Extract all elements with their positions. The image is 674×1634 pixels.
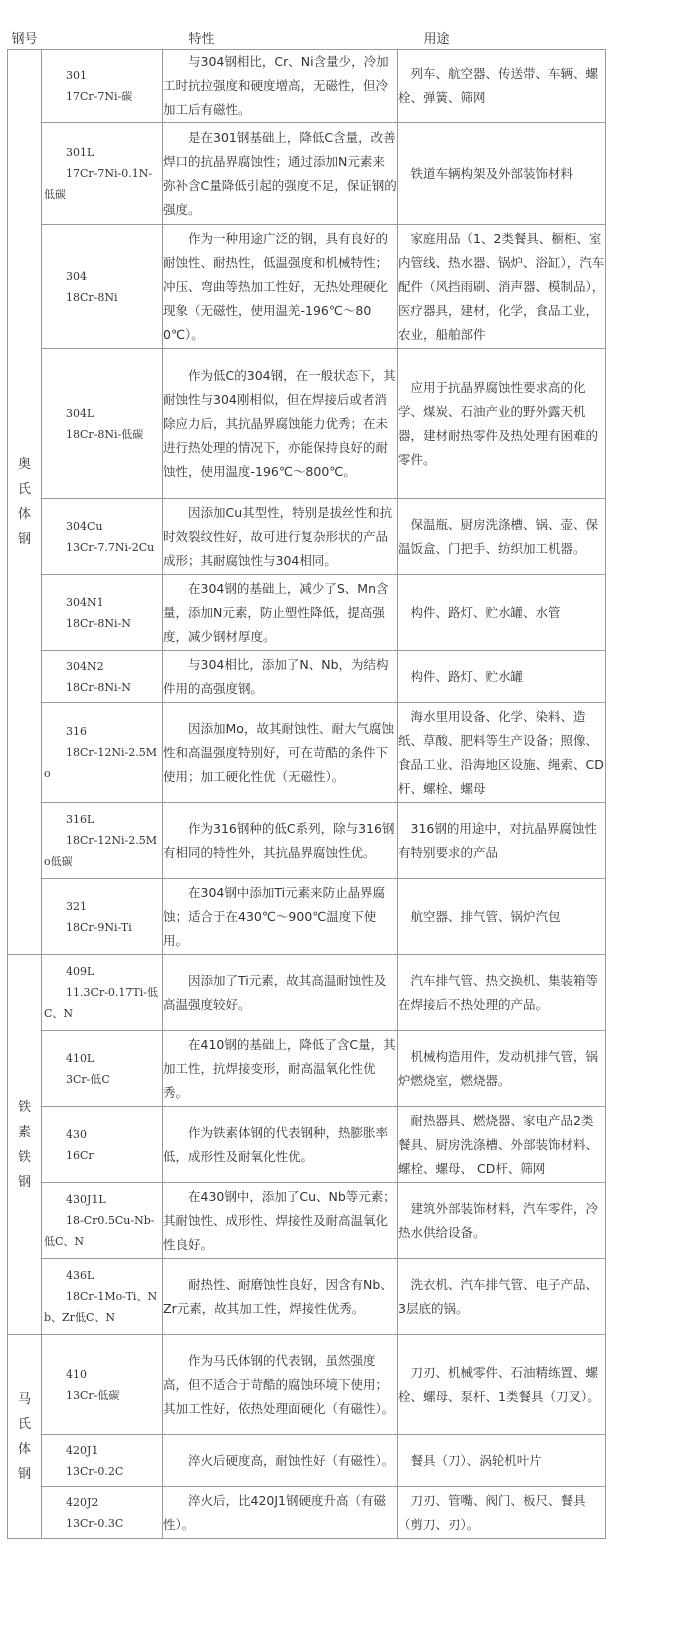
table-row bbox=[8, 225, 606, 349]
properties-cell: 作为铁素体钢的代表钢种，热膨胀率低，成形性及耐氧化性优。 bbox=[163, 1107, 398, 1183]
properties-cell: 因添加Mo，故其耐蚀性、耐大气腐蚀性和高温强度特别好，可在苛酷的条件下使用；加工硬化性优（无磁性）。 bbox=[163, 703, 398, 803]
properties-cell: 与304相比，添加了N、Nb，为结构件用的高强度钢。 bbox=[163, 651, 398, 703]
grade-cell bbox=[42, 1183, 163, 1259]
uses-cell: 建筑外部装饰材料，汽车零件，冷热水供给设备。 bbox=[398, 1183, 606, 1259]
table-row bbox=[8, 1183, 606, 1259]
uses-cell: 海水里用设备、化学、染料、造纸、草酸、肥料等生产设备；照像、食品工业、沿海地区设施、绳索、CD杆、螺栓、螺母 bbox=[398, 703, 606, 803]
properties-cell: 作为316钢种的低C系列，除与316钢有相同的特性外，其抗晶界腐蚀性优。 bbox=[163, 803, 398, 879]
grade-composition: 18Cr-8Ni-低碳 bbox=[66, 427, 144, 441]
steel-grade-table bbox=[7, 25, 606, 1539]
uses-cell: 铁道车辆构架及外部装饰材料 bbox=[398, 123, 606, 225]
properties-cell: 淬火后，比420J1钢硬度升高（有磁性）。 bbox=[163, 1487, 398, 1539]
grade-cell bbox=[42, 1031, 163, 1107]
uses-cell: 航空器、排气管、锅炉汽包 bbox=[398, 879, 606, 955]
grade-code: 301L bbox=[66, 146, 95, 159]
grade-cell bbox=[42, 1259, 163, 1335]
grade-composition: 17Cr-7Ni-碳 bbox=[66, 90, 133, 103]
grade-composition: 11.3Cr-0.17Ti-低C、N bbox=[44, 986, 158, 1020]
grade-cell bbox=[42, 349, 163, 499]
properties-cell: 因添加Cu其型性，特别是拔丝性和抗时效裂纹性好，故可进行复杂形状的产品成形；其耐腐蚀性与304相同。 bbox=[163, 499, 398, 575]
grade-composition: 17Cr-7Ni-0.1N-低碳 bbox=[44, 167, 153, 201]
table-body bbox=[8, 50, 606, 1539]
uses-cell: 316钢的用途中，对抗晶界腐蚀性有特别要求的产品 bbox=[398, 803, 606, 879]
grade-code: 316 bbox=[66, 725, 87, 738]
category-cell bbox=[8, 1335, 42, 1539]
grade-cell bbox=[42, 1435, 163, 1487]
uses-cell: 家庭用品（1、2类餐具、橱柜、室内管线、热水器、锅炉、浴缸），汽车配件（风挡雨刷、消声器、模制品），医疗器具，建材，化学，食品工业，农业，船舶部件 bbox=[398, 225, 606, 349]
table-row bbox=[8, 1335, 606, 1435]
table-row bbox=[8, 803, 606, 879]
grade-code: 321 bbox=[66, 899, 87, 913]
grade-code: 420J1 bbox=[66, 1443, 99, 1457]
table-row bbox=[8, 575, 606, 651]
grade-cell bbox=[42, 803, 163, 879]
grade-cell bbox=[42, 225, 163, 349]
grade-code: 301 bbox=[66, 69, 87, 82]
uses-cell: 洗衣机、汽车排气管、电子产品、3层底的锅。 bbox=[398, 1259, 606, 1335]
uses-cell: 刀刃、机械零件、石油精练置、螺栓、螺母、泵杆、1类餐具（刀叉）。 bbox=[398, 1335, 606, 1435]
grade-cell bbox=[42, 1487, 163, 1539]
table-row bbox=[8, 1107, 606, 1183]
table-row bbox=[8, 703, 606, 803]
grade-code: 304 bbox=[66, 269, 87, 283]
properties-cell: 作为一种用途广泛的钢，具有良好的耐蚀性、耐热性，低温强度和机械特性；冲压、弯曲等热加工性好，无热处理硬化现象（无磁性，使用温羌-196℃～800℃）。 bbox=[163, 225, 398, 349]
table-row bbox=[8, 50, 606, 123]
grade-composition: 18Cr-8Ni bbox=[66, 290, 118, 304]
properties-cell: 是在301钢基础上，降低C含量，改善焊口的抗晶界腐蚀性；通过添加N元素来弥补含C量降低引起的强度不足，保证钢的强度。 bbox=[163, 123, 398, 225]
grade-composition: 13Cr-0.3C bbox=[66, 1516, 124, 1530]
properties-cell: 在304钢中添加Ti元素来防止晶界腐蚀；适合于在430℃～900℃温度下使用。 bbox=[163, 879, 398, 955]
grade-code: 304N1 bbox=[66, 595, 104, 609]
grade-code: 409L bbox=[66, 965, 95, 978]
grade-composition: 13Cr-0.2C bbox=[66, 1464, 124, 1478]
grade-cell bbox=[42, 1335, 163, 1435]
table-row bbox=[8, 1487, 606, 1539]
table-row bbox=[8, 499, 606, 575]
uses-cell: 列车、航空器、传送带、车辆、螺栓、弹簧、筛网 bbox=[398, 50, 606, 123]
grade-cell bbox=[42, 651, 163, 703]
grade-code: 316L bbox=[66, 813, 95, 826]
properties-cell: 在304钢的基础上，减少了S、Mn含量，添加N元素，防止塑性降低，提高强度，减少钢材厚度。 bbox=[163, 575, 398, 651]
grade-cell bbox=[42, 123, 163, 225]
properties-cell: 与304钢相比，Cr、Ni含量少，冷加工时抗拉强度和硬度增高，无磁性，但冷加工后有磁性。 bbox=[163, 50, 398, 123]
grade-code: 410 bbox=[66, 1367, 87, 1381]
grade-composition: 13Cr-7.7Ni-2Cu bbox=[66, 540, 155, 554]
properties-cell: 耐热性、耐磨蚀性良好，因含有Nb、Zr元素，故其加工性，焊接性优秀。 bbox=[163, 1259, 398, 1335]
grade-code: 410L bbox=[66, 1051, 95, 1065]
table-row bbox=[8, 349, 606, 499]
uses-cell: 应用于抗晶界腐蚀性要求高的化学、煤炭、石油产业的野外露天机器，建材耐热零件及热处理有困难的零件。 bbox=[398, 349, 606, 499]
properties-cell: 淬火后硬度高，耐蚀性好（有磁性）。 bbox=[163, 1435, 398, 1487]
grade-code: 304Cu bbox=[66, 519, 103, 533]
grade-cell bbox=[42, 499, 163, 575]
grade-cell bbox=[42, 575, 163, 651]
category-cell bbox=[8, 955, 42, 1335]
grade-code: 436L bbox=[66, 1269, 95, 1282]
properties-cell: 在410钢的基础上，降低了含C量，其加工性，抗焊接变形，耐高温氧化性优秀。 bbox=[163, 1031, 398, 1107]
grade-composition: 16Cr bbox=[66, 1148, 94, 1162]
grade-cell bbox=[42, 955, 163, 1031]
header-properties: 特性 bbox=[163, 25, 398, 50]
grade-composition: 18Cr-12Ni-2.5Mo bbox=[44, 746, 158, 780]
properties-cell: 因添加了Ti元素，故其高温耐蚀性及高温强度较好。 bbox=[163, 955, 398, 1031]
grade-code: 430J1L bbox=[66, 1193, 106, 1206]
grade-composition: 18Cr-12Ni-2.5Mo低碳 bbox=[44, 834, 158, 868]
properties-cell: 在430钢中，添加了Cu、Nb等元素；其耐蚀性、成形性、焊接性及耐高温氧化性良好。 bbox=[163, 1183, 398, 1259]
grade-composition: 18-Cr0.5Cu-Nb-低C、N bbox=[44, 1214, 155, 1248]
grade-code: 304N2 bbox=[66, 659, 104, 673]
category-label: 马 氏 体 钢 bbox=[17, 1391, 31, 1482]
uses-cell: 保温瓶、厨房洗涤槽、锅、壶、保温饭盒、门把手、纺织加工机器。 bbox=[398, 499, 606, 575]
table-row bbox=[8, 1259, 606, 1335]
category-cell bbox=[8, 50, 42, 955]
table-row bbox=[8, 1435, 606, 1487]
uses-cell: 机械构造用件，发动机排气管，锅炉燃烧室，燃烧器。 bbox=[398, 1031, 606, 1107]
uses-cell: 构件、路灯、贮水罐、水管 bbox=[398, 575, 606, 651]
uses-cell: 耐热器具、燃烧器、家电产品2类餐具、厨房洗涤槽、外部装饰材料、螺栓、螺母、 CD杆、筛网 bbox=[398, 1107, 606, 1183]
table-row bbox=[8, 879, 606, 955]
uses-cell: 构件、路灯、贮水罐 bbox=[398, 651, 606, 703]
grade-composition: 13Cr-低碳 bbox=[66, 1388, 120, 1402]
grade-cell bbox=[42, 703, 163, 803]
grade-code: 420J2 bbox=[66, 1495, 99, 1509]
table-row bbox=[8, 955, 606, 1031]
category-label: 铁 素 铁 钢 bbox=[17, 1099, 31, 1190]
category-label: 奥 氏 体 钢 bbox=[17, 457, 31, 547]
grade-composition: 18Cr-8Ni-N bbox=[66, 680, 131, 694]
grade-composition: 18Cr-8Ni-N bbox=[66, 616, 131, 630]
header-uses: 用途 bbox=[398, 25, 606, 50]
header-grade: 钢号 bbox=[8, 25, 163, 50]
uses-cell: 餐具（刀）、涡轮机叶片 bbox=[398, 1435, 606, 1487]
grade-cell bbox=[42, 1107, 163, 1183]
table-row bbox=[8, 1031, 606, 1107]
table-row bbox=[8, 123, 606, 225]
grade-composition: 18Cr-9Ni-Ti bbox=[66, 920, 132, 934]
grade-cell bbox=[42, 879, 163, 955]
grade-code: 430 bbox=[66, 1127, 87, 1141]
uses-cell: 汽车排气管、热交换机、集装箱等在焊接后不热处理的产品。 bbox=[398, 955, 606, 1031]
grade-code: 304L bbox=[66, 406, 95, 420]
properties-cell: 作为马氏体钢的代表钢，虽然强度高，但不适合于苛酷的腐蚀环境下使用；其加工性好，依热处理面硬化（有磁性）。 bbox=[163, 1335, 398, 1435]
grade-composition: 3Cr-低C bbox=[66, 1072, 110, 1086]
uses-cell: 刀刃、管嘴、阀门、板尺、餐具（剪刀、刃）。 bbox=[398, 1487, 606, 1539]
grade-cell bbox=[42, 50, 163, 123]
properties-cell: 作为低C的304钢，在一般状态下，其耐蚀性与304刚相似，但在焊接后或者消除应力后，其抗晶界腐蚀能力优秀；在未进行热处理的情况下，亦能保持良好的耐蚀性，使用温度-196℃～800℃。 bbox=[163, 349, 398, 499]
grade-composition: 18Cr-1Mo-Ti、Nb、Zr低C、N bbox=[44, 1290, 158, 1324]
table-row bbox=[8, 651, 606, 703]
table-header-row bbox=[8, 25, 606, 50]
